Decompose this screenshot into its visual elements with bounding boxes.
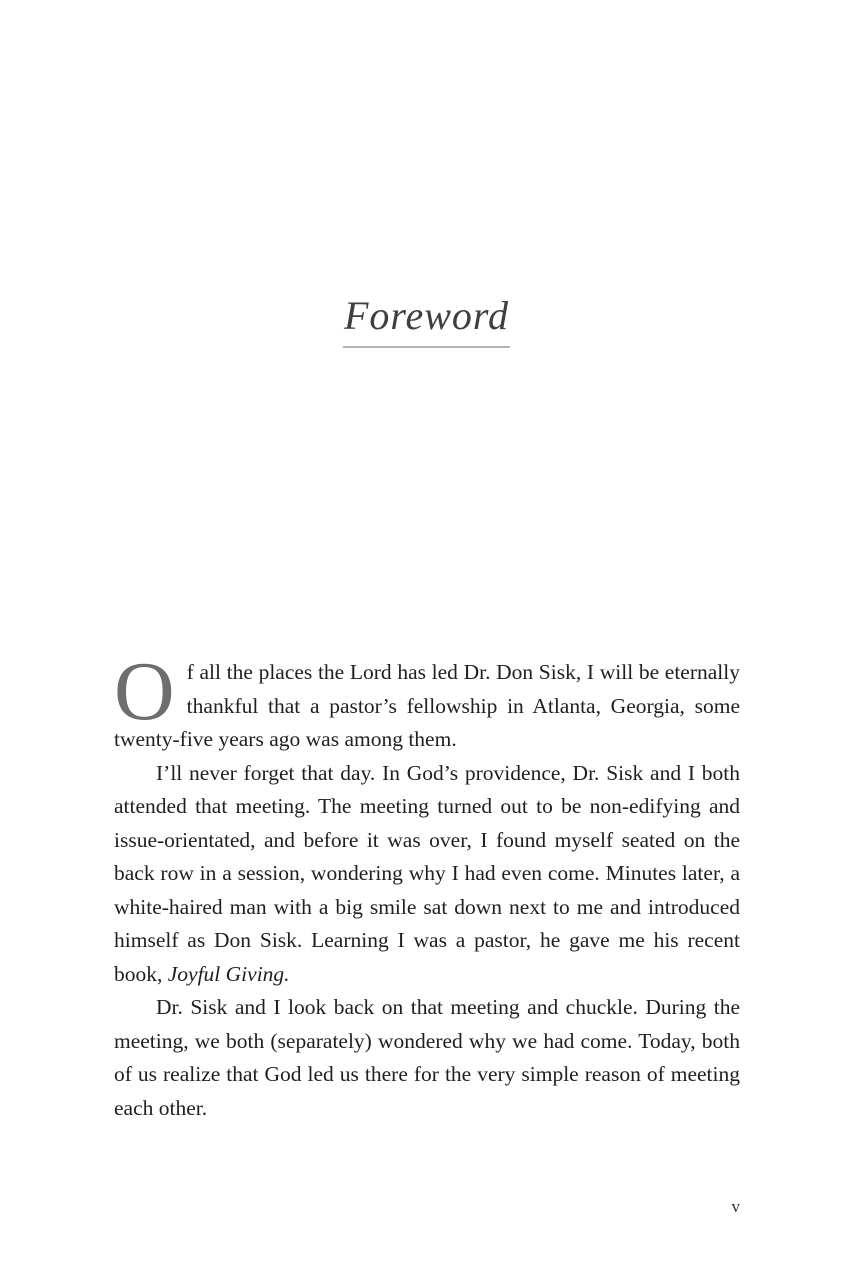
paragraph-1 <box>114 645 740 757</box>
body-text <box>114 645 740 1125</box>
paragraph-3-text: Dr. Sisk and I look back on that meeting and chuckle. During the meeting, we both (separately) wondered why we had come. Today, both of us realize that God led us there for the very simple reason of meeting each other. <box>114 995 740 1120</box>
page-number: v <box>731 1197 740 1216</box>
dropcap-letter: O <box>114 645 175 738</box>
chapter-header <box>0 292 853 348</box>
paragraph-2-text: I’ll never forget that day. In God’s providence, Dr. Sisk and I both attended that meeting. The meeting turned out to be non-edifying and issue-orientated, and before it was over, I found myself seated on the back row in a session, wondering why I had even come. Minutes later, a white-haired man with a big smile sat down next to me and introduced himself as Don Sisk. Learning I was a pastor, he gave me his recent book, <box>114 760 740 986</box>
book-title-italic: Joyful Giving. <box>167 961 290 986</box>
chapter-title: Foreword <box>343 293 510 338</box>
paragraph-1-text: f all the places the Lord has led Dr. Don Sisk, I will be eternally thankful that a pastor’s fellowship in Atlanta, Georgia, some twenty-five years ago was among them. <box>114 660 740 751</box>
title-divider <box>343 346 510 348</box>
page-footer <box>732 1197 741 1217</box>
paragraph-3 <box>114 991 740 1125</box>
paragraph-2 <box>114 757 740 992</box>
